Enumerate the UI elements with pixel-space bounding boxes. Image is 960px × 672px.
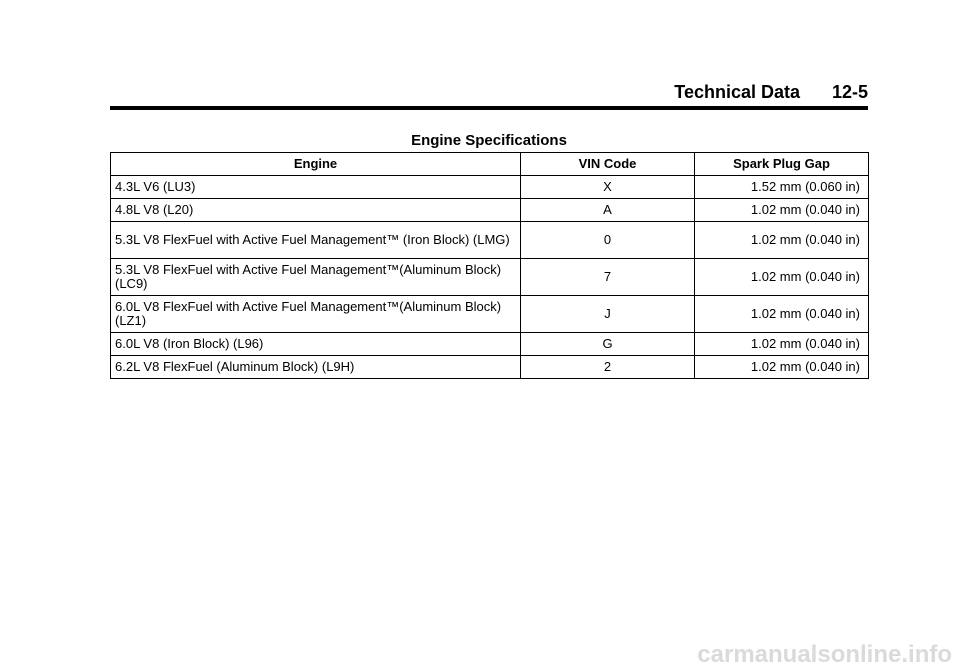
table-title: Engine Specifications [411,132,567,149]
vin-code-cell: 0 [521,222,695,259]
engine-cell: 5.3L V8 FlexFuel with Active Fuel Management™(Aluminum Block) (LC9) [111,259,521,296]
page-header [110,80,868,110]
vin-code-cell: J [521,296,695,333]
spark-plug-gap-cell: 1.02 mm (0.040 in) [695,199,869,222]
spark-plug-gap-cell: 1.02 mm (0.040 in) [695,222,869,259]
vin-code-cell: A [521,199,695,222]
table-row [111,176,869,199]
spark-plug-gap-cell: 1.52 mm (0.060 in) [695,176,869,199]
table-row [111,259,869,296]
vin-code-cell: 7 [521,259,695,296]
vin-code-cell: G [521,333,695,356]
column-header-vin-code: VIN Code [521,153,695,176]
engine-cell: 4.8L V8 (L20) [111,199,521,222]
table-row [111,333,869,356]
table-row [111,296,869,333]
spark-plug-gap-cell: 1.02 mm (0.040 in) [695,356,869,379]
engine-cell: 6.2L V8 FlexFuel (Aluminum Block) (L9H) [111,356,521,379]
engine-cell: 6.0L V8 FlexFuel with Active Fuel Management™(Aluminum Block)(LZ1) [111,296,521,333]
column-header-spark-plug-gap: Spark Plug Gap [695,153,869,176]
table-row [111,356,869,379]
section-title: Technical Data [674,82,800,102]
spark-plug-gap-cell: 1.02 mm (0.040 in) [695,259,869,296]
vin-code-cell: 2 [521,356,695,379]
table-header-row [111,153,869,176]
engine-cell: 6.0L V8 (Iron Block) (L96) [111,333,521,356]
engine-spec-table [110,152,869,379]
table-row [111,199,869,222]
watermark-logo: carmanualsonline.info [697,641,952,668]
spark-plug-gap-cell: 1.02 mm (0.040 in) [695,333,869,356]
column-header-engine: Engine [111,153,521,176]
table-row [111,222,869,259]
engine-cell: 5.3L V8 FlexFuel with Active Fuel Management™ (Iron Block) (LMG) [111,222,521,259]
spark-plug-gap-cell: 1.02 mm (0.040 in) [695,296,869,333]
vin-code-cell: X [521,176,695,199]
engine-cell: 4.3L V6 (LU3) [111,176,521,199]
page-number: 12-5 [831,82,868,102]
